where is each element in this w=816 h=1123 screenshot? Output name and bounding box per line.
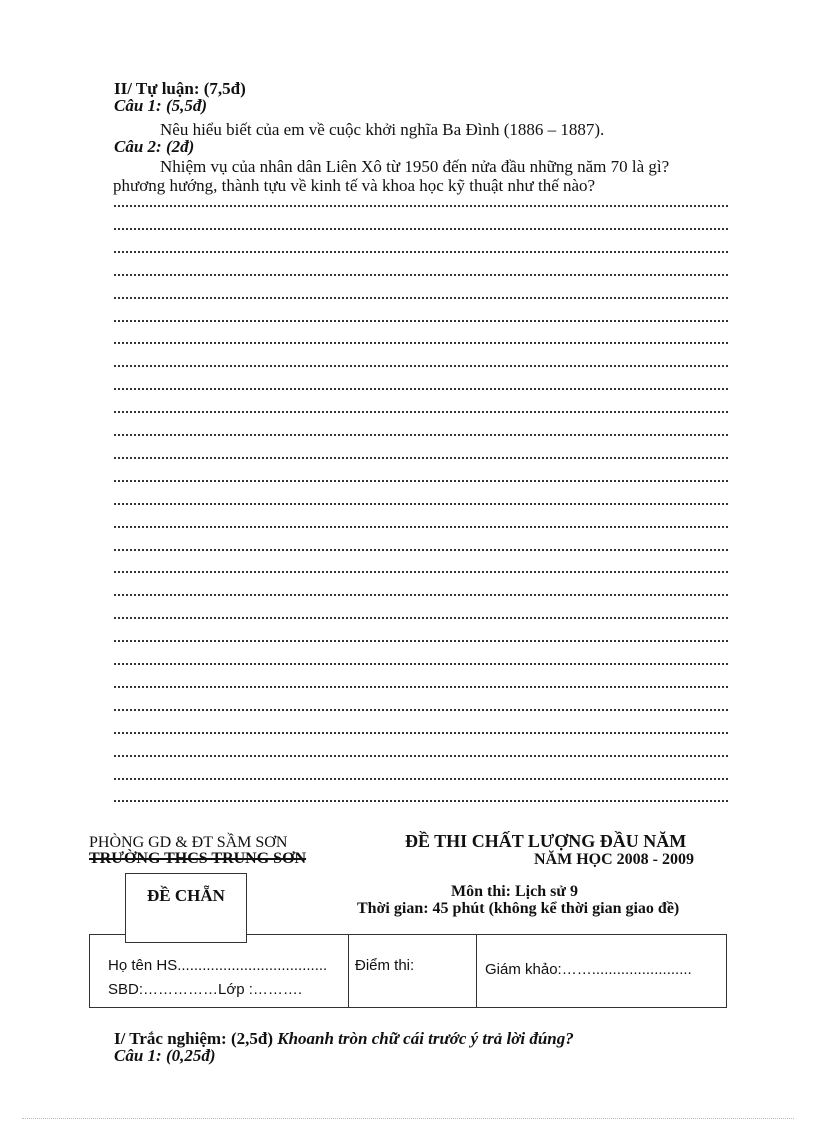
answer-line: [114, 800, 728, 802]
answer-line: [114, 732, 728, 734]
question2-text-line1: Nhiệm vụ của nhân dân Liên Xô từ 1950 đến nửa đầu những năm 70 là gì?: [160, 157, 670, 176]
question2-label: Câu 2: (2đ): [114, 137, 195, 156]
part1-question1-label: Câu 1: (0,25đ): [114, 1046, 216, 1065]
answer-line: [114, 663, 728, 665]
answer-line: [114, 388, 728, 390]
answer-line: [114, 503, 728, 505]
answer-line: [114, 297, 728, 299]
answer-line: [114, 755, 728, 757]
part2-heading: II/ Tự luận: (7,5đ): [114, 79, 246, 98]
question2-text-line2: phương hướng, thành tựu về kinh tế và khoa học kỹ thuật như thế nào?: [113, 176, 596, 195]
answer-line: [114, 549, 728, 551]
student-id-field[interactable]: SBD:……………Lớp :……….: [108, 981, 303, 998]
question1-label: Câu 1: (5,5đ): [114, 96, 208, 115]
duration: Thời gian: 45 phút (không kể thời gian giao đề): [357, 900, 680, 917]
answer-line: [114, 365, 728, 367]
school-name: TRƯỜNG THCS TRUNG SƠN: [89, 850, 307, 867]
examiner-field[interactable]: Giám khảo:……........................: [485, 961, 692, 978]
exam-title: ĐỀ THI CHẤT LƯỢNG ĐẦU NĂM: [405, 831, 687, 851]
answer-line: [114, 251, 728, 253]
answer-line: [114, 274, 728, 276]
answer-line: [114, 342, 728, 344]
score-cell: [349, 935, 477, 1007]
answer-line: [114, 411, 728, 413]
answer-line: [114, 617, 728, 619]
answer-line: [114, 434, 728, 436]
answer-line: [114, 686, 728, 688]
school-year: NĂM HỌC 2008 - 2009: [534, 851, 694, 868]
answer-line: [114, 594, 728, 596]
student-info-table: [89, 934, 727, 1008]
answer-line: [114, 640, 728, 642]
answer-line: [114, 228, 728, 230]
answer-line: [114, 320, 728, 322]
answer-line: [114, 571, 728, 573]
exam-version-box: [125, 873, 247, 943]
student-name-field[interactable]: Họ tên HS....................................: [108, 957, 328, 974]
exam-version: ĐỀ CHẴN: [147, 886, 225, 905]
part1-instruction: Khoanh tròn chữ cái trước ý trả lời đúng?: [277, 1029, 574, 1048]
answer-line: [114, 480, 728, 482]
answer-line: [114, 709, 728, 711]
examiner-cell: [477, 935, 726, 1007]
answer-line: [114, 778, 728, 780]
page-bottom-rule: [22, 1118, 794, 1119]
answer-line: [114, 526, 728, 528]
part1-heading: I/ Trắc nghiệm: (2,5đ): [114, 1029, 273, 1048]
question1-text: Nêu hiểu biết của em về cuộc khởi nghĩa Ba Đình (1886 – 1887).: [160, 120, 605, 139]
education-office: PHÒNG GD & ĐT SẦM SƠN: [89, 834, 288, 851]
answer-line: [114, 457, 728, 459]
student-cell: [90, 935, 349, 1007]
subject: Môn thi: Lịch sử 9: [451, 883, 578, 900]
score-field[interactable]: Điểm thi:: [355, 957, 415, 974]
answer-line: [114, 205, 728, 207]
